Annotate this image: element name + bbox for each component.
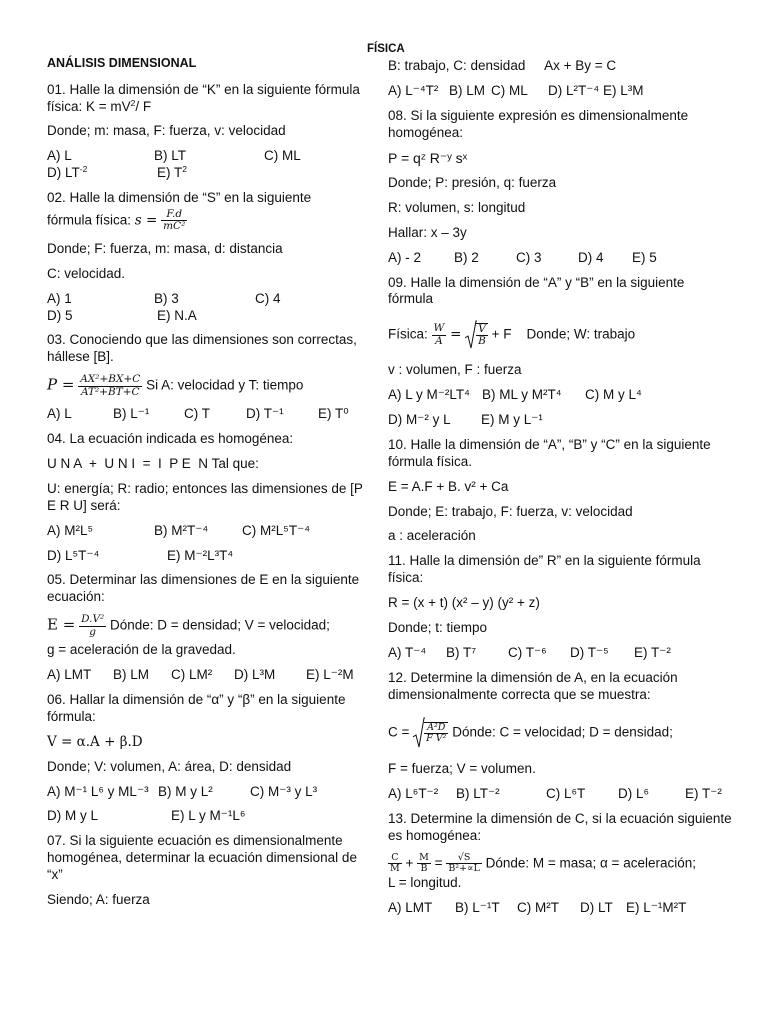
q09-option-c: C) M y L⁴ xyxy=(585,387,642,403)
q09-options xyxy=(388,387,733,429)
q12-option-c: C) L⁶T xyxy=(546,786,586,802)
q01-option-a: A) L xyxy=(47,148,72,164)
q03-option-e: E) T⁰ xyxy=(318,406,349,422)
q06-option-c: C) M⁻³ y L³ xyxy=(250,783,318,799)
q04-stem: 04. La ecuación indicada es homogénea: xyxy=(47,431,294,447)
q13-where2: L = longitud. xyxy=(388,874,462,890)
q05-option-e: E) L⁻²M xyxy=(306,667,354,683)
q12-option-d: D) L⁶ xyxy=(618,786,650,802)
q01-where: Donde; m: masa, F: fuerza, v: velocidad xyxy=(47,123,286,139)
q06-where: Donde; V: volumen, A: área, D: densidad xyxy=(47,758,292,774)
q08-equation: P = qᶻ R⁻ʸ sˣ xyxy=(388,149,468,166)
q07-where2: B: trabajo, C: densidad Ax + By = C xyxy=(388,58,617,73)
q07-stem: 07. Si la siguiente ecuación es dimensionalmente homogénea, determinar la ecuación dimensional de “x” xyxy=(47,833,357,883)
q07-option-d: D) L²T⁻⁴ xyxy=(548,82,600,98)
q05-where2: g = aceleración de la gravedad. xyxy=(47,642,236,658)
q11-where: Donde; t: tiempo xyxy=(388,619,488,635)
q03-option-a: A) L xyxy=(47,406,72,422)
q06-stem: 06. Hallar la dimensión de “α” y “β” en la siguiente fórmula: xyxy=(47,692,346,724)
q09-square-root: $\frac{V}{B}$ xyxy=(465,320,488,350)
q04-where: U: energía; R: radio; entonces las dimensiones de [P E R U] será: xyxy=(47,480,363,513)
q13-option-c: C) M²T xyxy=(517,899,559,915)
q05-stem: 05. Determinar las dimensiones de E en la siguiente ecuación: xyxy=(47,572,360,605)
q02-where: Donde; F: fuerza, m: masa, d: distancia xyxy=(47,240,283,256)
q06-equation: V = α.A + β.D xyxy=(47,733,143,750)
q05-fraction: $\frac{\text{D.V²}}{g}$ xyxy=(81,613,105,638)
q12-square-root: $\frac{\text{A²D}}{\text{F V²}}$ xyxy=(413,717,448,749)
q01-option-d: D) $LT^{-2}$ xyxy=(47,164,88,181)
q02-option-d: D) 5 xyxy=(47,307,73,323)
q04-options xyxy=(47,523,365,565)
q07-option-a: A) L⁻⁴T² xyxy=(388,82,439,98)
q07-option-c: C) ML xyxy=(491,82,528,98)
q02-fraction: $\frac{F.d}{\text{mC²}}$ xyxy=(163,207,186,233)
q08-option-c: C) 3 xyxy=(516,249,542,265)
q09-option-b: B) ML y M²T⁴ xyxy=(482,387,562,403)
q02-where2: C: velocidad. xyxy=(47,265,126,281)
q09-stem: 09. Halle la dimensión de “A” y “B” en la siguiente fórmula xyxy=(388,274,685,307)
q01-option-c: C) ML xyxy=(264,148,301,164)
q12-option-e: E) T⁻² xyxy=(685,786,722,802)
q05-option-a: A) LMT xyxy=(47,667,92,683)
q07-option-b: B) LM xyxy=(449,82,486,98)
q12-option-a: A) L⁶T⁻² xyxy=(388,786,439,802)
q09-option-e: E) M y L⁻¹ xyxy=(481,412,543,427)
q09-option-d: D) M⁻² y L xyxy=(388,412,451,427)
q11-option-c: C) T⁻⁶ xyxy=(508,644,547,660)
q13-option-b: B) L⁻¹T xyxy=(455,899,500,915)
q08-ask: Hallar: x – 3y xyxy=(388,224,467,240)
q02-option-b: B) 3 xyxy=(154,290,179,306)
q01-options xyxy=(47,148,365,182)
q10-stem: 10. Halle la dimensión de “A”, “B” y “C” en la siguiente fórmula física. xyxy=(388,436,711,469)
q08-where2: R: volumen, s: longitud xyxy=(388,199,526,215)
q04-option-d: D) L⁵T⁻⁴ xyxy=(47,547,100,563)
q05-option-b: B) LM xyxy=(113,667,150,683)
q09-where2: v : volumen, F : fuerza xyxy=(388,362,522,378)
q12-options xyxy=(388,786,733,803)
q08-where: Donde; P: presión, q: fuerza xyxy=(388,175,557,190)
q10-equation: E = A.F + B. v² + Ca xyxy=(388,478,509,494)
q03-option-d: D) T⁻¹ xyxy=(246,406,284,422)
q08-option-e: E) 5 xyxy=(632,249,657,265)
q05-formula: E = $\frac{\text{D.V²}}{g}$ Dónde: D = densidad; V = velocidad; xyxy=(47,613,330,638)
right-column xyxy=(388,58,733,917)
q08-stem: 08. Si la siguiente expresión es dimensionalmente homogénea: xyxy=(388,107,689,140)
q07-option-e: E) L³M xyxy=(603,82,644,98)
q08-option-d: D) 4 xyxy=(578,249,604,265)
q02-options xyxy=(47,291,365,325)
q04-option-a: A) M²L⁵ xyxy=(47,522,94,538)
q01-stem: 01. Halle la dimensión de “K” en la siguiente fórmula física: $K = mV^2/$ F xyxy=(47,81,360,114)
q12-option-b: B) LT⁻² xyxy=(456,786,500,802)
q07-where: Siendo; A: fuerza xyxy=(47,891,150,907)
q02-option-a: A) 1 xyxy=(47,290,72,306)
q11-equation: R = (x + t) (x² – y) (y² + z) xyxy=(388,595,540,610)
q12-formula: C = $\frac{\text{A²D}}{\text{F V²}}$ Dónde: C = velocidad; D = densidad; xyxy=(388,717,733,749)
q13-option-d: D) LT xyxy=(580,899,613,915)
q06-option-a: A) M⁻¹ L⁶ y ML⁻³ xyxy=(47,783,149,799)
q03-option-c: C) T xyxy=(184,406,210,422)
q03-options xyxy=(47,406,365,423)
q09-fraction: $\frac{W}{A}$ xyxy=(433,322,445,347)
q11-option-b: B) T⁷ xyxy=(446,644,477,660)
q11-option-e: E) T⁻² xyxy=(634,644,671,660)
q13-fraction-2: $\frac{M}{B}$ xyxy=(419,851,429,875)
q10-where: Donde; E: trabajo, F: fuerza, v: velocidad xyxy=(388,503,633,519)
q13-stem: 13. Determine la dimensión de C, si la ecuación siguiente es homogénea: xyxy=(388,811,732,843)
q10-where2: a : aceleración xyxy=(388,528,476,544)
q09-formula: Física: $\frac{W}{A}$ = $\frac{V}{B}$ + F Donde; W: trabajo xyxy=(388,320,733,350)
q03-formula: P = $\frac{\text{AX²+BX+C}}{\text{AT²+BT+C}}$ Si A: velocidad y T: tiempo xyxy=(47,373,304,398)
q04-option-e: E) M⁻²L³T⁴ xyxy=(167,547,234,563)
q09-option-a: A) L y M⁻²LT⁴ xyxy=(388,387,470,403)
q05-options xyxy=(47,667,365,684)
q12-where2: F = fuerza; V = volumen. xyxy=(388,761,536,777)
q08-option-a: A) - 2 xyxy=(388,249,422,265)
q13-option-a: A) LMT xyxy=(388,899,433,915)
q03-stem: 03. Conociendo que las dimensiones son correctas, hállese [B]. xyxy=(47,332,357,365)
q11-option-d: D) T⁻⁵ xyxy=(570,644,609,660)
q12-stem: 12. Determine la dimensión de A, en la ecuación dimensionalmente correcta que se muestra: xyxy=(388,669,678,702)
q13-fraction-1: $\frac{C}{M}$ xyxy=(390,851,400,875)
q07-options xyxy=(388,83,733,100)
left-column xyxy=(47,56,365,917)
q04-equation: U N A + U N I = I P E N Tal que: xyxy=(47,456,259,472)
q01-option-b: B) LT xyxy=(154,148,187,164)
q11-stem: 11. Halle la dimensión de” R” en la siguiente fórmula física: xyxy=(388,553,701,586)
q06-option-e: E) L y M⁻¹L⁶ xyxy=(171,808,246,824)
q13-formula: $\frac{C}{M}$ + $\frac{M}{B}$ = $\frac{√S}{\text{B²+∝L}}$ Dónde: M = masa; α = aceleración; xyxy=(390,851,696,875)
q04-option-b: B) M²T⁻⁴ xyxy=(154,522,209,538)
q02-option-e: E) N.A xyxy=(157,307,197,323)
q02-option-c: C) 4 xyxy=(255,290,281,306)
subject-header: FÍSICA xyxy=(367,43,405,55)
q04-option-c: C) M²L⁵T⁻⁴ xyxy=(242,522,311,538)
q08-option-b: B) 2 xyxy=(454,249,479,265)
q06-option-d: D) M y L xyxy=(47,808,99,824)
q03-option-b: B) L⁻¹ xyxy=(113,406,150,422)
q02-formula: fórmula física: s = $\frac{F.d}{\text{mC²}}$ xyxy=(47,207,186,233)
q06-options xyxy=(47,784,365,826)
q02-stem: 02. Halle la dimensión de “S” en la siguiente xyxy=(47,190,312,205)
q11-option-a: A) T⁻⁴ xyxy=(388,644,427,660)
q03-fraction: $\frac{\text{AX²+BX+C}}{\text{AT²+BT+C}}$ xyxy=(80,373,141,398)
q13-fraction-3: $\frac{√S}{\text{B²+∝L}}$ xyxy=(448,851,480,875)
q11-options xyxy=(388,645,733,662)
q06-option-b: B) M y L² xyxy=(158,783,213,799)
q13-options xyxy=(388,900,733,917)
worksheet-title: ANÁLISIS DIMENSIONAL xyxy=(47,56,197,70)
q05-option-c: C) LM² xyxy=(171,667,213,683)
q08-options xyxy=(388,250,733,267)
q01-option-e: E) $T^2$ xyxy=(157,164,187,181)
q05-option-d: D) L³M xyxy=(234,667,276,683)
q13-option-e: E) L⁻¹M²T xyxy=(626,899,687,915)
